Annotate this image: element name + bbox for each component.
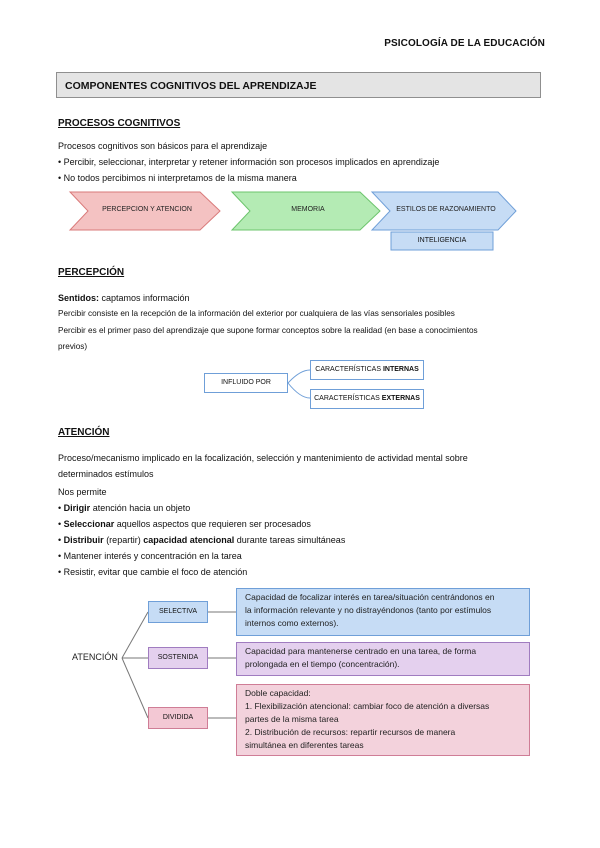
section-heading-procesos: PROCESOS COGNITIVOS <box>58 118 181 129</box>
caracteristicas-externas-box <box>310 389 424 409</box>
distribuir-mid: (repartir) <box>103 535 144 545</box>
dividida-box: DIVIDIDA <box>148 707 208 729</box>
selectiva-desc-line: Capacidad de focalizar interés en tarea/situación centrándonos en <box>245 592 495 602</box>
percepcion-connector-top <box>288 370 310 383</box>
bullet-dot: • <box>58 567 62 577</box>
selectiva-desc-line: internos como externos). <box>245 618 339 628</box>
selectiva-box: SELECTIVA <box>148 601 208 623</box>
sostenida-desc-line: Capacidad para mantenerse centrado en una tarea, de forma <box>245 646 477 656</box>
nos-permite: Nos permite <box>58 487 107 497</box>
atencion-bullet-resistir <box>58 564 247 580</box>
atencion-connector-dividida <box>122 658 148 718</box>
atencion-bullet-dirigir <box>58 500 190 516</box>
section-heading-atencion: ATENCIÓN <box>58 427 110 438</box>
sentidos-bold: Sentidos: <box>58 293 100 303</box>
dividida-desc-line: Doble capacidad: <box>245 688 311 698</box>
externas-prefix: CARACTERÍSTICAS <box>314 395 382 402</box>
percibir-line1: Percibir consiste en la recepción de la información del exterior por cualquiera de las vías sensoriales posibles <box>58 309 455 318</box>
page-header-title: PSICOLOGÍA DE LA EDUCACIÓN <box>384 38 545 49</box>
section-heading-percepcion: PERCEPCIÓN <box>58 267 125 278</box>
dividida-description <box>236 684 530 756</box>
resistir-text: Resistir, evitar que cambie el foco de atención <box>63 567 248 577</box>
seleccionar-bold: Seleccionar <box>63 519 115 529</box>
bullet-dot: • <box>58 503 62 513</box>
seleccionar-rest: aquellos aspectos que requieren ser procesados <box>114 519 311 529</box>
sostenida-description <box>236 642 530 676</box>
percibir-line2: Percibir es el primer paso del aprendizaje que supone formar conceptos sobre la realidad (en base a conocimientos <box>58 326 478 335</box>
distribuir-bold: Distribuir <box>63 535 104 545</box>
procesos-bullet1: • Percibir, seleccionar, interpretar y retener información son procesos implicados en aprendizaje <box>58 157 440 167</box>
main-title: COMPONENTES COGNITIVOS DEL APRENDIZAJE <box>56 72 541 98</box>
atencion-bullet-seleccionar <box>58 516 311 532</box>
atencion-def-line2: determinados estímulos <box>58 469 154 479</box>
capacidad-bold: capacidad atencional <box>143 535 235 545</box>
sostenida-box: SOSTENIDA <box>148 647 208 669</box>
dividida-desc-line: partes de la misma tarea <box>245 714 339 724</box>
dirigir-bold: Dirigir <box>63 503 91 513</box>
internas-bold: INTERNAS <box>382 366 419 373</box>
distribuir-rest: durante tareas simultáneas <box>234 535 346 545</box>
dividida-desc-line: 1. Flexibilización atencional: cambiar foco de atención a diversas <box>245 701 490 711</box>
dividida-desc-line: 2. Distribución de recursos: repartir recursos de manera <box>245 727 456 737</box>
procesos-line1: Procesos cognitivos son básicos para el aprendizaje <box>58 141 268 151</box>
chevron-label-percepcion: PERCEPCION Y ATENCION <box>102 206 192 213</box>
dirigir-rest: atención hacia un objeto <box>90 503 191 513</box>
chevron-label-estilos: ESTILOS DE RAZONAMIENTO <box>396 206 496 213</box>
internas-prefix: CARACTERÍSTICAS <box>315 366 383 373</box>
sentidos-rest: captamos información <box>99 293 190 303</box>
bullet-dot: • <box>58 551 62 561</box>
atencion-def-line1: Proceso/mecanismo implicado en la focalización, selección y mantenimiento de actividad mental sobre <box>58 453 468 463</box>
influido-por-box: INFLUIDO POR <box>204 373 288 393</box>
sentidos-line <box>58 290 190 306</box>
externas-bold: EXTERNAS <box>381 395 420 402</box>
atencion-connector-selectiva <box>122 612 148 658</box>
percibir-line3: previos) <box>58 342 88 351</box>
atencion-bullet-mantener <box>58 548 242 564</box>
sostenida-desc-line: prolongada en el tiempo (concentración). <box>245 659 400 669</box>
mantener-text: Mantener interés y concentración en la tarea <box>63 551 242 561</box>
dividida-desc-line: simultánea en diferentes tareas <box>245 740 364 750</box>
bullet-dot: • <box>58 519 62 529</box>
inteligencia-box: INTELIGENCIA <box>417 237 467 244</box>
bullet-dot: • <box>58 535 62 545</box>
procesos-bullet2: • No todos percibimos ni interpretamos de la misma manera <box>58 173 297 183</box>
caracteristicas-internas-box <box>310 360 424 380</box>
selectiva-desc-line: la información relevante y no distrayéndonos (tanto por estímulos <box>245 605 492 615</box>
chevron-label-memoria: MEMORIA <box>291 206 325 213</box>
atencion-root-label: ATENCIÓN <box>72 652 118 662</box>
percepcion-connector-bottom <box>288 383 310 398</box>
selectiva-description <box>236 588 530 636</box>
atencion-bullet-distribuir <box>58 532 345 548</box>
